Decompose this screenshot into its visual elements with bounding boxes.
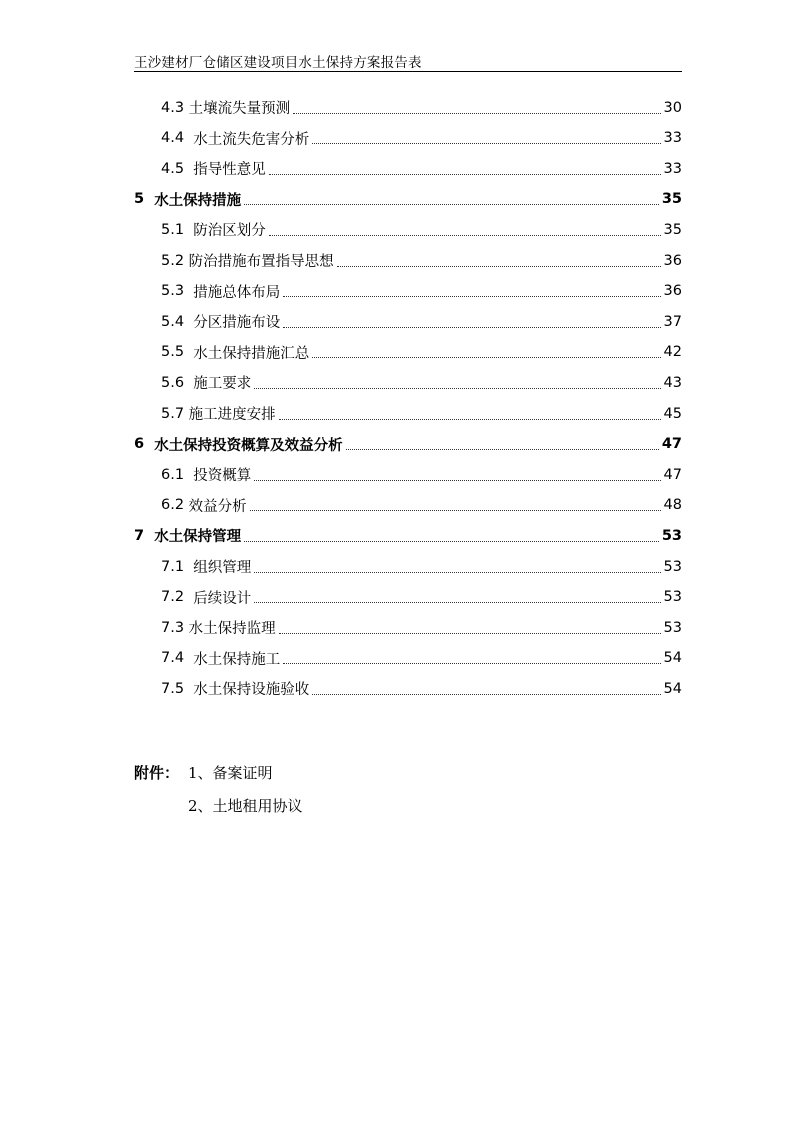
toc-leader-dots: [269, 234, 661, 236]
toc-leader-dots: [269, 173, 661, 175]
toc-entry-page: 48: [663, 497, 682, 514]
toc-entry-label: 防治措施布置指导思想: [188, 254, 334, 270]
toc-entry[interactable]: [134, 551, 682, 582]
toc-entry-number: 5.4: [161, 313, 194, 330]
toc-entry-page: 45: [663, 405, 682, 422]
toc-entry[interactable]: [134, 337, 682, 368]
toc-entry-label: 施工要求: [193, 376, 252, 393]
toc-entry[interactable]: [134, 398, 682, 429]
toc-entry-number: 5.2: [161, 252, 189, 269]
toc-entry-number: 7.4: [161, 650, 194, 667]
header-title: 王沙建材厂仓储区建设项目水土保持方案报告表: [134, 55, 422, 71]
toc-entry[interactable]: [134, 92, 682, 123]
toc-entry[interactable]: [134, 367, 682, 398]
toc-entry-label: 水土保持管理: [154, 529, 242, 546]
toc-entry-number: 4.4: [161, 130, 194, 147]
toc-entry[interactable]: [134, 582, 682, 613]
toc-leader-dots: [254, 479, 660, 481]
toc-entry-label: 水土流失危害分析: [193, 131, 310, 148]
toc-entry-number: 6: [134, 436, 155, 453]
toc-leader-dots: [283, 295, 660, 297]
toc-entry-label: 组织管理: [193, 560, 252, 576]
toc-entry-label: 水土保持投资概算及效益分析: [154, 437, 343, 454]
toc-leader-dots: [254, 601, 660, 603]
toc-leader-dots: [279, 418, 661, 420]
toc-entry[interactable]: [134, 520, 682, 551]
toc-entry-number: 5.3: [161, 283, 194, 300]
toc-leader-dots: [244, 540, 659, 542]
toc-entry-label: 水土保持措施汇总: [193, 345, 310, 362]
toc-entry-page: 37: [663, 313, 682, 330]
attachment-item: 2、土地租用协议: [188, 797, 303, 815]
toc-leader-dots: [346, 448, 659, 450]
toc-entry-page: 54: [663, 680, 682, 697]
toc-entry[interactable]: [134, 276, 682, 307]
toc-entry-label: 措施总体布局: [193, 284, 281, 301]
toc-leader-dots: [293, 112, 660, 114]
toc-entry[interactable]: [134, 459, 682, 490]
attachments-title: 附件：: [134, 764, 180, 782]
toc-entry-number: 4.5: [161, 160, 194, 177]
toc-entry-page: 53: [661, 527, 682, 544]
toc-entry[interactable]: [134, 184, 682, 215]
toc-entry-number: 7.1: [161, 558, 194, 575]
toc-leader-dots: [312, 693, 660, 695]
toc-leader-dots: [244, 203, 659, 205]
toc-entry-number: 7.3: [161, 619, 189, 636]
toc-leader-dots: [254, 571, 660, 573]
toc-entry-number: 7.5: [161, 680, 194, 697]
toc-entry-page: 54: [663, 650, 682, 667]
toc-entry-number: 6.1: [161, 466, 194, 483]
toc-leader-dots: [337, 265, 661, 267]
toc-entry-number: 7: [134, 527, 155, 544]
toc-entry-page: 36: [663, 283, 682, 300]
attachment-item: 1、备案证明: [188, 764, 273, 782]
toc-entry-label: 水土保持措施: [154, 192, 242, 209]
header-rule: [134, 71, 682, 72]
toc-entry[interactable]: [134, 245, 682, 276]
toc-entry[interactable]: [134, 214, 682, 245]
toc-leader-dots: [312, 356, 660, 358]
toc-entry[interactable]: [134, 123, 682, 154]
toc-entry-label: 投资概算: [193, 468, 252, 485]
toc-entry-label: 防治区划分: [193, 223, 266, 240]
toc-entry[interactable]: [134, 673, 682, 704]
toc-entry-number: 7.2: [161, 589, 194, 606]
toc-entry-page: 53: [663, 558, 682, 575]
toc-leader-dots: [250, 509, 661, 511]
toc-entry-number: 4.3: [161, 99, 189, 116]
toc-entry-number: 5.7: [161, 405, 189, 422]
toc-entry-number: 5.5: [161, 344, 194, 361]
toc-entry-label: 后续设计: [193, 590, 252, 607]
toc-entry[interactable]: [134, 306, 682, 337]
toc-entry-number: 5.6: [161, 374, 194, 391]
toc-entry-page: 33: [663, 130, 682, 147]
toc-entry-label: 水土保持施工: [193, 651, 281, 668]
toc-entry-number: 5: [134, 191, 155, 208]
toc-entry-label: 效益分析: [188, 498, 247, 515]
toc-entry-page: 53: [663, 619, 682, 636]
toc-entry-page: 47: [663, 466, 682, 483]
toc-entry-number: 6.2: [161, 497, 189, 514]
toc-entry-page: 47: [661, 436, 682, 453]
toc-entry-page: 43: [663, 374, 682, 391]
toc-entry-page: 53: [663, 589, 682, 606]
toc-entry-page: 36: [663, 252, 682, 269]
toc-leader-dots: [283, 662, 660, 664]
toc-entry-page: 30: [663, 99, 682, 116]
toc-entry[interactable]: [134, 429, 682, 460]
toc-entry[interactable]: [134, 490, 682, 521]
toc-leader-dots: [254, 387, 660, 389]
toc-entry-label: 指导性意见: [193, 162, 266, 179]
toc-entry-label: 分区措施布设: [193, 315, 281, 332]
toc-leader-dots: [279, 632, 661, 634]
toc-entry-label: 水土保持监理: [188, 621, 276, 638]
toc-entry[interactable]: [134, 612, 682, 643]
toc-entry-page: 33: [663, 160, 682, 177]
toc-entry-page: 35: [663, 221, 682, 238]
toc-entry-label: 水土保持设施验收: [193, 682, 310, 699]
toc-entry-page: 35: [661, 191, 682, 208]
toc-entry[interactable]: [134, 643, 682, 674]
toc-entry-label: 土壤流失量预测: [188, 101, 291, 117]
toc-entry-page: 42: [663, 344, 682, 361]
toc-leader-dots: [312, 142, 660, 144]
toc-entry[interactable]: [134, 153, 682, 184]
toc-leader-dots: [283, 326, 660, 328]
toc-entry-number: 5.1: [161, 221, 194, 238]
toc-entry-label: 施工进度安排: [188, 407, 276, 423]
